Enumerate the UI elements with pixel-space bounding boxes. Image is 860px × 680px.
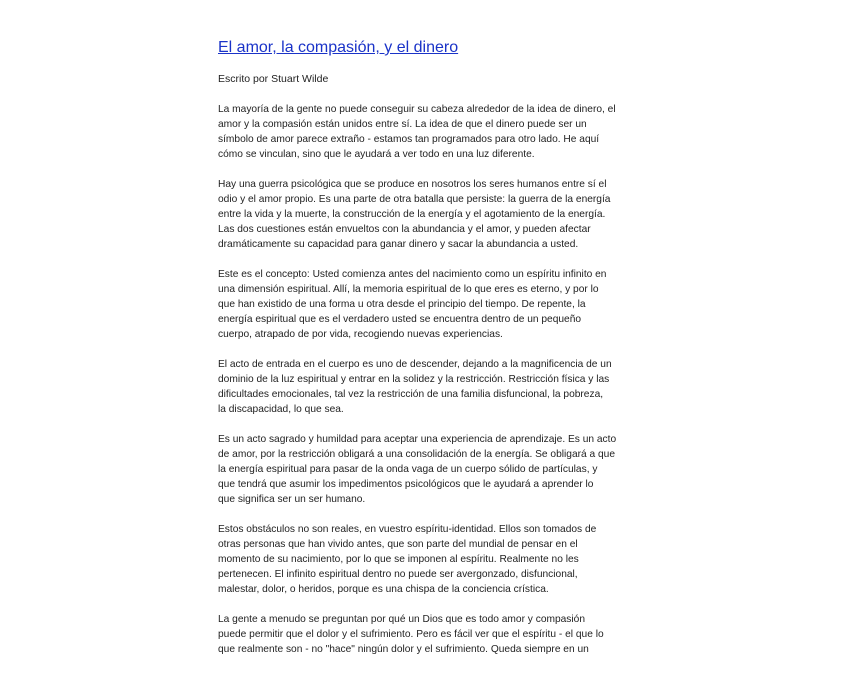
article [218, 38, 648, 672]
text-line: otras personas que han vivido antes, que son parte del mundial de pensar en el [218, 539, 578, 550]
text-line: dominio de la luz espiritual y entrar en la solidez y la restricción. Restricción física y las [218, 374, 610, 385]
paragraph-4 [218, 357, 648, 417]
text-line: Las dos cuestiones están envueltos con la abundancia y el amor, y pueden afectar [218, 224, 591, 235]
text-line: puede permitir que el dolor y el sufrimiento. Pero es fácil ver que el espíritu - el que lo [218, 629, 604, 640]
text-line: cómo se vinculan, sino que le ayudará a ver todo en una luz diferente. [218, 149, 535, 160]
text-line: cuerpo, atrapado de por vida, recogiendo nuevas experiencias. [218, 329, 503, 340]
text-line: que han existido de una forma u otra desde el principio del tiempo. De repente, la [218, 299, 586, 310]
text-line: Hay una guerra psicológica que se produce en nosotros los seres humanos entre sí el [218, 179, 607, 190]
paragraph-3 [218, 267, 648, 342]
text-line: La gente a menudo se preguntan por qué un Dios que es todo amor y compasión [218, 614, 585, 625]
text-line: símbolo de amor parece extraño - estamos tan programados para otro lado. He aquí [218, 134, 600, 145]
text-line: Estos obstáculos no son reales, en vuestro espíritu-identidad. Ellos son tomados de [218, 524, 597, 535]
text-line: que realmente son - no "hace" ningún dolor y el sufrimiento. Queda siempre en un [218, 644, 589, 655]
text-line: entre la vida y la muerte, la construcción de la energía y el agotamiento de la energía. [218, 209, 606, 220]
text-line: energía espiritual que es el verdadero usted se encuentra dentro de un pequeño [218, 314, 582, 325]
paragraph-6 [218, 522, 648, 597]
text-line: dramáticamente su capacidad para ganar dinero y sacar la abundancia a usted. [218, 239, 579, 250]
text-line: Es un acto sagrado y humildad para aceptar una experiencia de aprendizaje. Es un acto [218, 434, 617, 445]
text-line: dificultades emocionales, tal vez la restricción de una familia disfuncional, la pobreza, [218, 389, 604, 400]
text-line: la discapacidad, lo que sea. [218, 404, 344, 415]
paragraph-5 [218, 432, 648, 507]
text-line: que significa ser un ser humano. [218, 494, 366, 505]
text-line: que tendrá que asumir los impedimentos psicológicos que le ayudará a aprender lo [218, 479, 594, 490]
text-line: La mayoría de la gente no puede conseguir su cabeza alrededor de la idea de dinero, el [218, 104, 616, 115]
text-line: El acto de entrada en el cuerpo es uno de descender, dejando a la magnificencia de un [218, 359, 612, 370]
text-line: de amor, por la restricción obligará a una consolidación de la energía. Se obligará a que [218, 449, 615, 460]
text-line: la energía espiritual para pasar de la onda vaga de un cuerpo sólido de partículas, y [218, 464, 598, 475]
paragraph-7 [218, 612, 648, 657]
text-line: una dimensión espiritual. Allí, la memoria espiritual de lo que eres es eterno, y por lo [218, 284, 599, 295]
text-line: amor y la compasión están unidos entre sí. La idea de que el dinero puede ser un [218, 119, 587, 130]
text-line: odio y el amor propio. Es una parte de otra batalla que persiste: la guerra de la energía [218, 194, 611, 205]
text-line: momento de su nacimiento, por lo que se imponen al espíritu. Realmente no les [218, 554, 579, 565]
text-line: Este es el concepto: Usted comienza antes del nacimiento como un espíritu infinito en [218, 269, 607, 280]
article-title-link[interactable]: El amor, la compasión, y el dinero [218, 39, 459, 56]
text-line: pertenecen. El infinito espiritual dentro no puede ser avergonzado, disfuncional, [218, 569, 578, 580]
author-byline: Escrito por Stuart Wilde [218, 73, 329, 85]
paragraph-2 [218, 177, 648, 252]
paragraph-1 [218, 102, 648, 162]
text-line: malestar, dolor, o heridos, porque es una chispa de la conciencia crística. [218, 584, 549, 595]
